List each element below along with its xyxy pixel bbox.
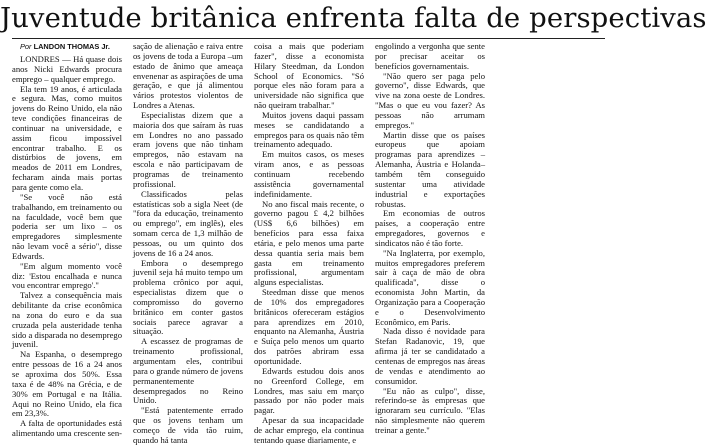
paragraph: Apesar da sua incapacidade de achar emprego, ela continua tentando quase diariamente, e bbox=[254, 415, 364, 445]
article-column-3 bbox=[254, 42, 364, 446]
paragraph: coisa a mais que poderiam fazer", disse a economista Hilary Steedman, da London School of Economics. "Só porque eles não foram para a universidade não significa que não queiram trabalhar." bbox=[254, 41, 364, 111]
paragraph: Especialistas dizem que a maioria dos que saíram às ruas em Londres no ano passado eram jovens que não tinham empregos, não estavam na escola e não participavam de programas de treinamento profissional. bbox=[133, 109, 243, 189]
article-column-1 bbox=[12, 42, 122, 439]
paragraph: LONDRES — Há quase dois anos Nicki Edwards procura emprego – qualquer emprego. bbox=[12, 54, 122, 84]
paragraph: "Em algum momento você diz: 'Estou encalhada e nunca vou encontrar emprego'." bbox=[12, 260, 122, 291]
byline-name: LANDON THOMAS Jr. bbox=[33, 42, 110, 51]
paragraph: Ela tem 19 anos, é articulada e segura. Mas, como muitos jovens do Reino Unido, ela não teve condições financeiras de continuar na universidade, e assim ficou impossível encontrar trabalho. E os distúrbios de jovens, em meados de 2011 em Londres, fecharam ainda mais portas para gente como ela. bbox=[12, 83, 122, 192]
paragraph: "Não quero ser paga pelo governo", disse Edwards, que vive na zona oeste de Londres. "Mas o que eu vou fazer? As pessoas não arrumam empregos." bbox=[375, 70, 485, 130]
paragraph: engolindo a vergonha que sente por precisar aceitar os benefícios governamentais. bbox=[375, 41, 485, 71]
paragraph: "Na Inglaterra, por exemplo, muitos empregadores preferem sair à caça de mão de obra qualificada", disse o economista John Martin, da Organização para a Cooperação e o Desenvolvimento Econômico, em Paris. bbox=[375, 247, 485, 327]
paragraph: A escassez de programas de treinamento profissional, argumentam eles, contribui para o grande número de jovens permanentemente desempregados no Reino Unido. bbox=[133, 336, 244, 406]
paragraph: Talvez a consequência mais debilitante da crise econômica na zona do euro e da sua cruzada pela austeridade tenha sido a disparada no desemprego juvenil. bbox=[12, 290, 122, 350]
paragraph: "Está patentemente errado que os jovens tenham um começo de vida tão ruim, quando há tanta bbox=[133, 405, 243, 445]
paragraph: Muitos jovens daqui passam meses se candidatando a empregos para os quais não têm treinamento adequado. bbox=[254, 109, 365, 150]
paragraph: sação de alienação e raiva entre os jovens de toda a Europa –um estado de ânimo que ameaça envenenar as aspirações de uma geração, e que já alimentou vários protestos violentos de Londres a Atenas. bbox=[133, 41, 243, 111]
paragraph: A falta de oportunidades está alimentando uma crescente sen- bbox=[12, 418, 122, 439]
byline-prefix: Por bbox=[20, 42, 32, 51]
paragraph: Na Espanha, o desemprego entre pessoas de 16 a 24 anos se aproxima dos 50%. Essa taxa é de 48% na Grécia, e de 30% em Portugal e na Itália. Aqui no Reino Unido, ela fica em 23,3%. bbox=[12, 349, 122, 419]
paragraph: Edwards estudou dois anos no Greenford College, em Londres, mas saiu em março passado por não poder mais pagar. bbox=[254, 365, 364, 416]
paragraph: Embora o desemprego juvenil seja há muito tempo um problema crônico por aqui, especialistas dizem que o compromisso do governo britânico em conter gastos sociais parece agravar a situação. bbox=[133, 257, 243, 337]
paragraph: Em economias de outros países, a cooperação entre empregadores, governos e sindicatos não é tão forte. bbox=[375, 208, 485, 248]
headline-rule bbox=[12, 38, 605, 39]
headline: Juventude britânica enfrenta falta de perspectivas bbox=[0, 2, 707, 34]
paragraph: Em muitos casos, os meses viram anos, e as pessoas continuam recebendo assistência governamental indefinidamente. bbox=[254, 149, 364, 199]
paragraph: "Eu não as culpo", disse, referindo-se às empresas que ignoraram seu currículo. "Elas não simplesmente não querem treinar a gente." bbox=[375, 385, 485, 435]
paragraph: Martin disse que os países europeus que apoiam programas para aprendizes –Alemanha, Áustria e Holanda– também têm conseguido sustentar uma atividade industrial e exportações robustas. bbox=[375, 129, 485, 209]
paragraph: Nada disso é novidade para Stefan Radanovic, 19, que afirma já ter se candidatado a centenas de empregos nas áreas de vendas e atendimento ao consumidor. bbox=[375, 326, 485, 386]
paragraph: Classificados pelas estatísticas sob a sigla Neet (de "fora da educação, treinamento ou emprego", em inglês), eles somam cerca de 1,3 milhão de pessoas, ou um quinto dos jovens de 16 a 24 anos. bbox=[133, 188, 243, 258]
paragraph: "Se você não está trabalhando, em treinamento ou na faculdade, você bem que poderia ser um lixo – os empregadores simplesmente não levam você a sério", disse Edwards. bbox=[12, 191, 122, 261]
byline bbox=[12, 42, 122, 52]
article-column-2 bbox=[133, 42, 243, 446]
paragraph: Steedman disse que menos de 10% dos empregadores britânicos ofereceram estágios para aprendizes em 2010, enquanto na Alemanha, Áustria e Suíça pelo menos um quarto dos patrões abriram essa oportunidade. bbox=[254, 287, 364, 366]
paragraph: No ano fiscal mais recente, o governo pagou £ 4,2 bilhões (US$ 6,6 bilhões) em benefícios para essa faixa etária, e pelo menos uma parte dessa quantia seria mais bem gasta em treinamento profissional, argumentam alguns especialistas. bbox=[254, 198, 364, 288]
article-column-4 bbox=[375, 42, 606, 439]
